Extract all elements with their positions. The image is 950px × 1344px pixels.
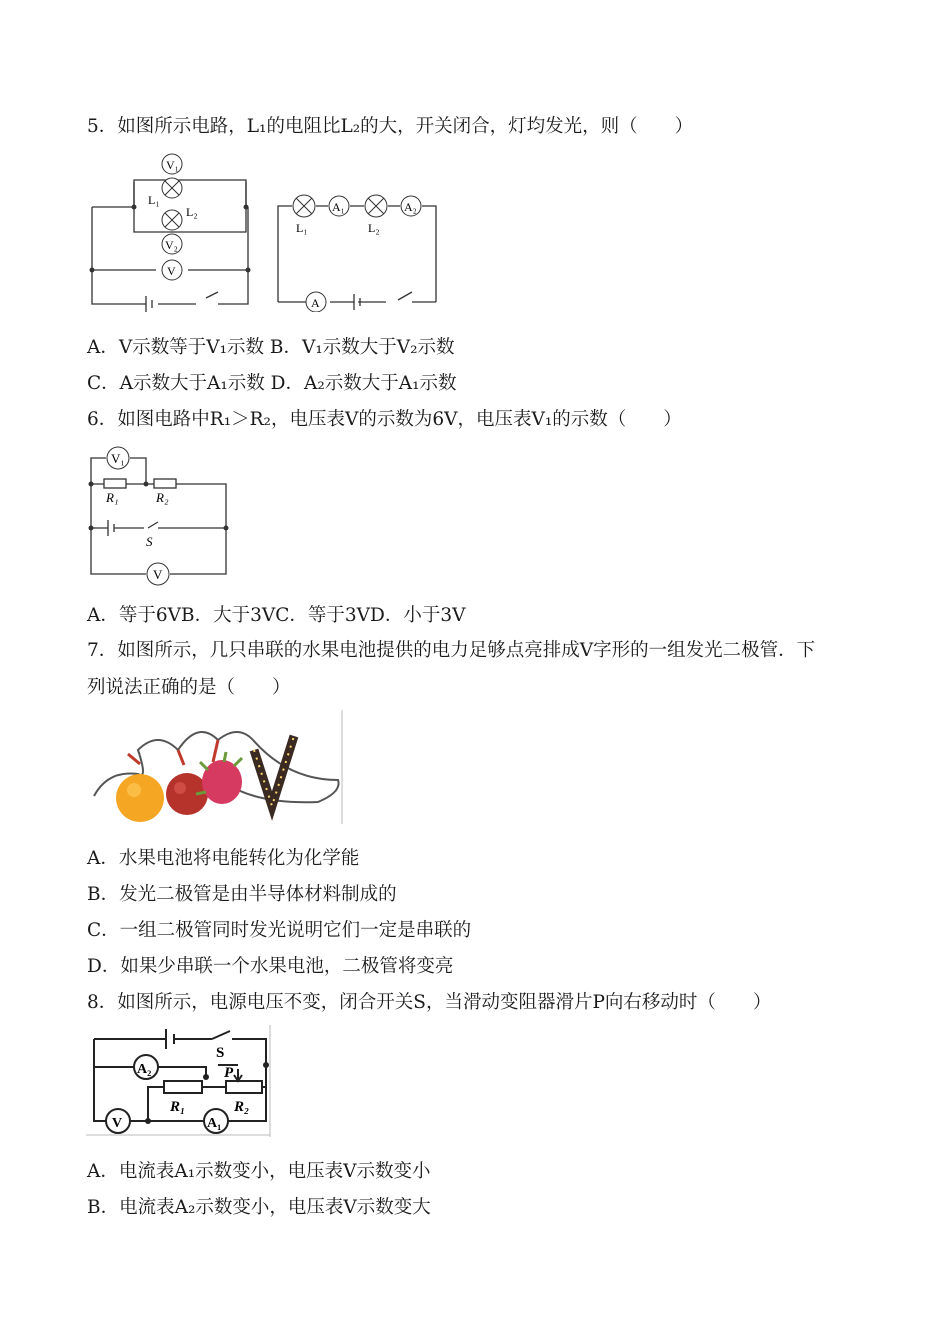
q5-option-cd: C．A示数大于A₁示数 D．A₂示数大于A₁示数: [87, 373, 457, 394]
q5-meter-a: [306, 292, 326, 312]
q7-fruit-battery-photo: [88, 710, 344, 824]
q6-label-r1: R₁: [106, 490, 119, 505]
q5-meter-v1: [162, 154, 182, 174]
q5-meter-v: [162, 260, 182, 280]
q8-meter-a2: [134, 1055, 158, 1079]
svg-text:L₁: L₁: [296, 221, 308, 235]
q5-lamp-l1: [148, 178, 182, 207]
q5-meter-v2: [162, 234, 182, 254]
svg-text:L₁: L₁: [148, 193, 160, 207]
q6-circuit-figure: [86, 442, 231, 586]
q7-option-a: A．水果电池将电能转化为化学能: [87, 848, 360, 869]
q7-option-b: B．发光二极管是由半导体材料制成的: [87, 884, 397, 905]
q5-lamp-l1-series: [293, 195, 315, 235]
q8-option-a: A．电流表A₁示数变小，电压表V示数变小: [87, 1161, 431, 1182]
svg-text:A₂: A₂: [137, 1062, 152, 1077]
q5-option-ab: A．V示数等于V₁示数 B．V₁示数大于V₂示数: [87, 337, 455, 358]
q6-label-s: S: [146, 534, 153, 549]
q8-circuit-figure: [86, 1025, 272, 1137]
svg-text:L₂: L₂: [186, 205, 198, 219]
q7-option-d: D．如果少串联一个水果电池，二极管将变亮: [87, 956, 454, 977]
q8-meter-v: [106, 1109, 130, 1133]
q7-option-c: C．一组二极管同时发光说明它们一定是串联的: [87, 920, 472, 941]
q8-stem: 8．如图所示，电源电压不变，闭合开关S，当滑动变阻器滑片P向右移动时（ ）: [87, 992, 772, 1013]
q6-meter-v1: [107, 447, 129, 469]
q8-label-r1: R₁: [170, 1099, 186, 1115]
svg-text:V₁: V₁: [111, 451, 125, 466]
q7-stem-line1: 7．如图所示，几只串联的水果电池提供的电力足够点亮排成V字形的一组发光二极管．下: [87, 640, 816, 661]
svg-text:A₁: A₁: [207, 1116, 222, 1131]
svg-text:V: V: [153, 567, 163, 582]
q5-meter-a1: [329, 196, 349, 216]
q5-lamp-l2-series: [365, 195, 387, 235]
q8-label-r2: R₂: [234, 1099, 250, 1115]
svg-text:A: A: [311, 296, 320, 310]
q8-label-s: S: [216, 1045, 225, 1061]
svg-text:A₁: A₁: [332, 200, 345, 214]
svg-text:V₂: V₂: [165, 238, 178, 252]
q5-circuit-figure: [86, 152, 438, 312]
q6-meter-v: [147, 563, 169, 585]
q7-stem-line2: 列说法正确的是（ ）: [87, 677, 291, 698]
svg-text:V: V: [167, 264, 176, 278]
svg-text:V: V: [112, 1116, 123, 1131]
q8-meter-a1: [204, 1109, 228, 1133]
q8-label-p: P: [224, 1065, 234, 1081]
q6-stem: 6．如图电路中R₁＞R₂，电压表V的示数为6V，电压表V₁的示数（ ）: [87, 409, 682, 430]
q6-options: A．等于6VB．大于3VC．等于3VD．小于3V: [87, 605, 466, 626]
q8-option-b: B．电流表A₂示数变小，电压表V示数变大: [87, 1197, 431, 1218]
q5-meter-a2: [401, 196, 421, 216]
q5-stem: 5．如图所示电路，L₁的电阻比L₂的大，开关闭合，灯均发光，则（ ）: [87, 116, 694, 137]
svg-text:V₁: V₁: [166, 158, 179, 172]
q6-label-r2: R₂: [156, 490, 169, 505]
svg-text:L₂: L₂: [368, 221, 380, 235]
svg-text:A₂: A₂: [404, 200, 417, 214]
q5-lamp-l2: [162, 205, 198, 230]
